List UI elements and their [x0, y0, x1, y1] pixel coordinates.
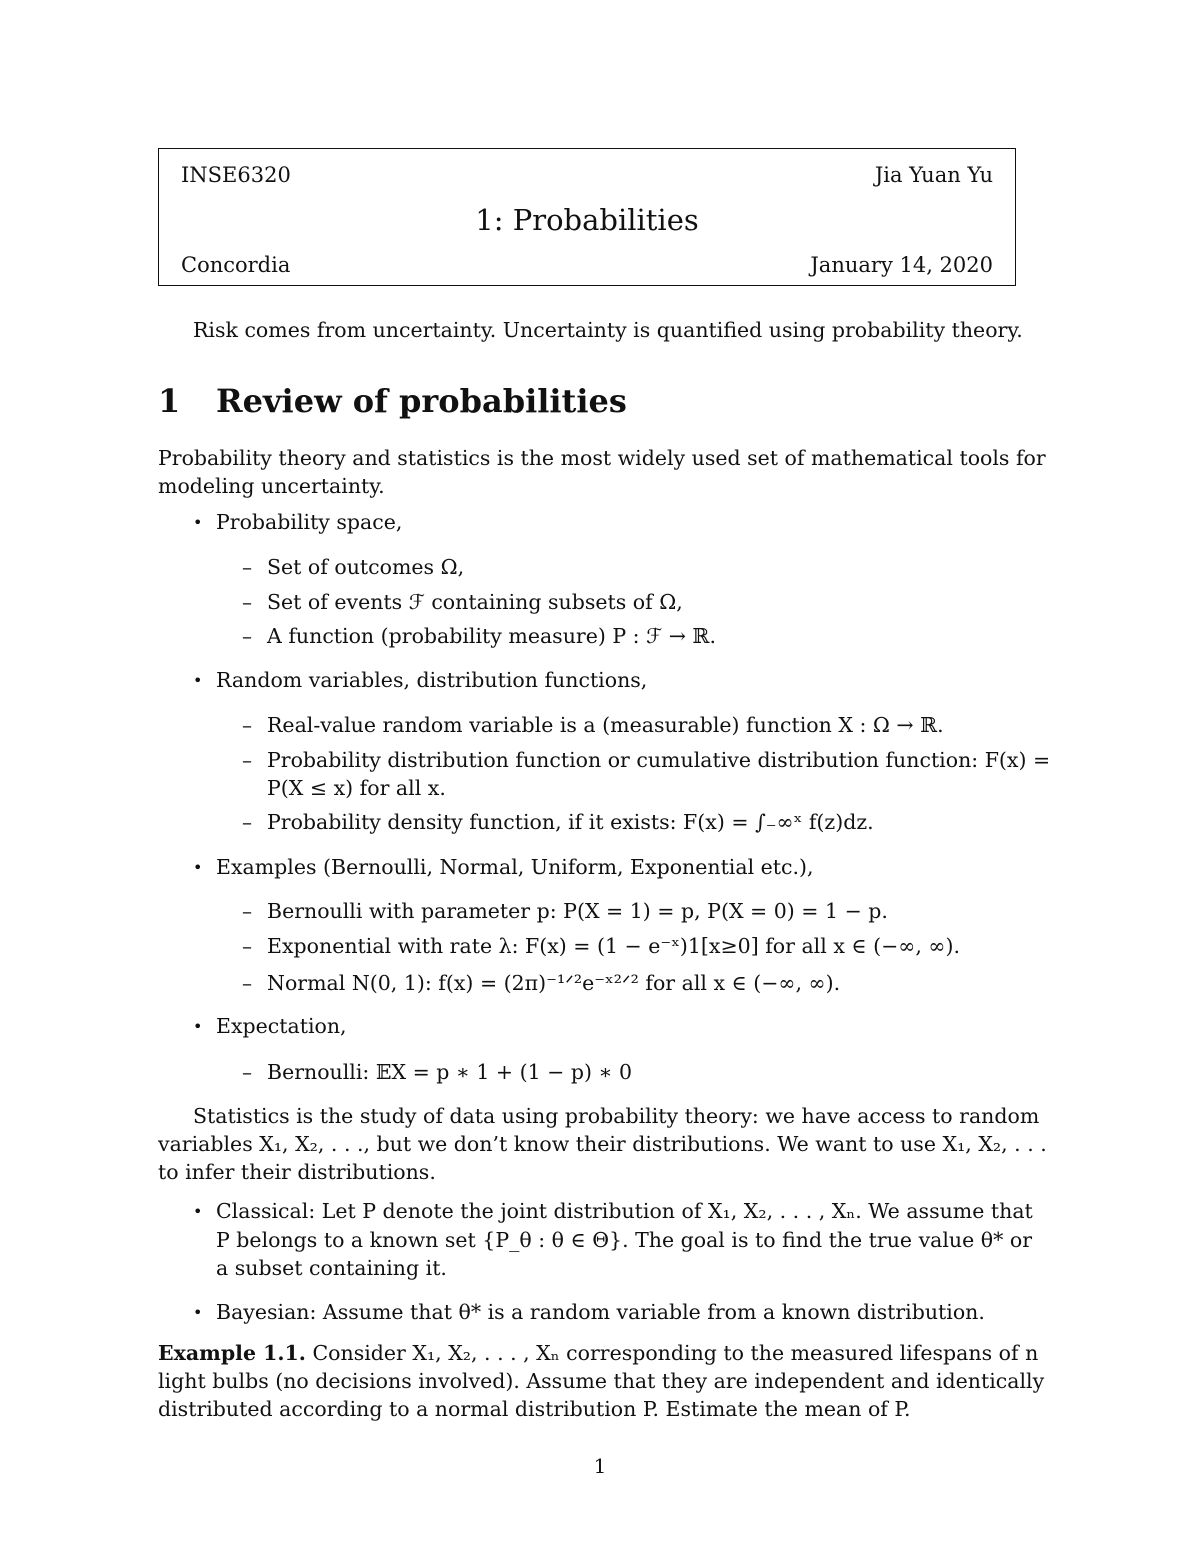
list-item: Bayesian: Assume that θ* is a random variable from a known distribution.: [216, 1300, 985, 1324]
sub-list-item-continued: P(X ≤ x) for all x.: [267, 776, 446, 800]
lecture-date: January 14, 2020: [810, 253, 993, 277]
sub-list-item: Set of events ℱ containing subsets of Ω,: [267, 590, 683, 614]
dash-icon: –: [242, 555, 252, 579]
list-item: Probability space,: [216, 510, 403, 534]
dash-icon: –: [242, 899, 252, 923]
example-line: distributed according to a normal distribution P. Estimate the mean of P.: [158, 1397, 911, 1421]
intro-text: Risk comes from uncertainty. Uncertainty is quantified using probability theory.: [193, 318, 1023, 342]
sub-list-item: A function (probability measure) P : ℱ → ℝ.: [267, 624, 716, 648]
bullet-icon: •: [193, 1303, 203, 1322]
list-item: Examples (Bernoulli, Normal, Uniform, Exponential etc.),: [216, 855, 814, 879]
example-line: light bulbs (no decisions involved). Assume that they are independent and identically: [158, 1369, 1045, 1393]
paragraph-line: Probability theory and statistics is the most widely used set of mathematical tools for: [158, 446, 1046, 470]
dash-icon: –: [242, 934, 252, 958]
bullet-icon: •: [193, 671, 203, 690]
list-item-continued: a subset containing it.: [216, 1256, 447, 1280]
section-title: Review of probabilities: [216, 382, 627, 420]
dash-icon: –: [242, 1060, 252, 1084]
dash-icon: –: [242, 713, 252, 737]
lecture-title: 1: Probabilities: [475, 203, 699, 237]
list-item: Expectation,: [216, 1014, 347, 1038]
example-label: Example 1.1.: [158, 1341, 306, 1365]
dash-icon: –: [242, 748, 252, 772]
section-heading: [158, 382, 627, 420]
sub-list-item: Normal N(0, 1): f(x) = (2π)⁻¹ᐟ²e⁻ˣ²ᐟ² for all x ∈ (−∞, ∞).: [267, 971, 841, 995]
sub-list-item: Probability density function, if it exists: F(x) = ∫₋∞ˣ f(z)dz.: [267, 810, 874, 834]
sub-list-item: Exponential with rate λ: F(x) = (1 − e⁻ˣ)1[x≥0] for all x ∈ (−∞, ∞).: [267, 934, 960, 958]
dash-icon: –: [242, 590, 252, 614]
author-name: Jia Yuan Yu: [874, 163, 993, 187]
paragraph-line: Statistics is the study of data using probability theory: we have access to random: [193, 1104, 1040, 1128]
bullet-icon: •: [193, 513, 203, 532]
paragraph-line: variables X₁, X₂, . . ., but we don’t know their distributions. We want to use X₁, X₂, . . .: [158, 1132, 1047, 1156]
sub-list-item: Bernoulli: 𝔼X = p ∗ 1 + (1 − p) ∗ 0: [267, 1060, 632, 1084]
bullet-icon: •: [193, 858, 203, 877]
list-item: Classical: Let P denote the joint distribution of X₁, X₂, . . . , Xₙ. We assume that: [216, 1199, 1033, 1223]
paragraph-line: to infer their distributions.: [158, 1160, 436, 1184]
institution: Concordia: [181, 253, 291, 277]
page-number: 1: [593, 1454, 607, 1478]
dash-icon: –: [242, 810, 252, 834]
section-number: 1: [158, 382, 181, 420]
bullet-icon: •: [193, 1017, 203, 1036]
course-code: INSE6320: [181, 163, 291, 187]
dash-icon: –: [242, 971, 252, 995]
dash-icon: –: [242, 624, 252, 648]
list-item: Random variables, distribution functions,: [216, 668, 648, 692]
sub-list-item: Probability distribution function or cumulative distribution function: F(x) =: [267, 748, 1051, 772]
list-item-continued: P belongs to a known set {P_θ : θ ∈ Θ}. The goal is to find the true value θ* or: [216, 1228, 1033, 1252]
paragraph-line: modeling uncertainty.: [158, 474, 385, 498]
lecture-header-box: [158, 148, 1016, 286]
example-line: [158, 1339, 1038, 1367]
bullet-icon: •: [193, 1202, 203, 1221]
sub-list-item: Set of outcomes Ω,: [267, 555, 465, 579]
sub-list-item: Bernoulli with parameter p: P(X = 1) = p, P(X = 0) = 1 − p.: [267, 899, 888, 923]
example-text: Consider X₁, X₂, . . . , Xₙ corresponding to the measured lifespans of n: [312, 1341, 1039, 1365]
sub-list-item: Real-value random variable is a (measurable) function X : Ω → ℝ.: [267, 713, 944, 737]
